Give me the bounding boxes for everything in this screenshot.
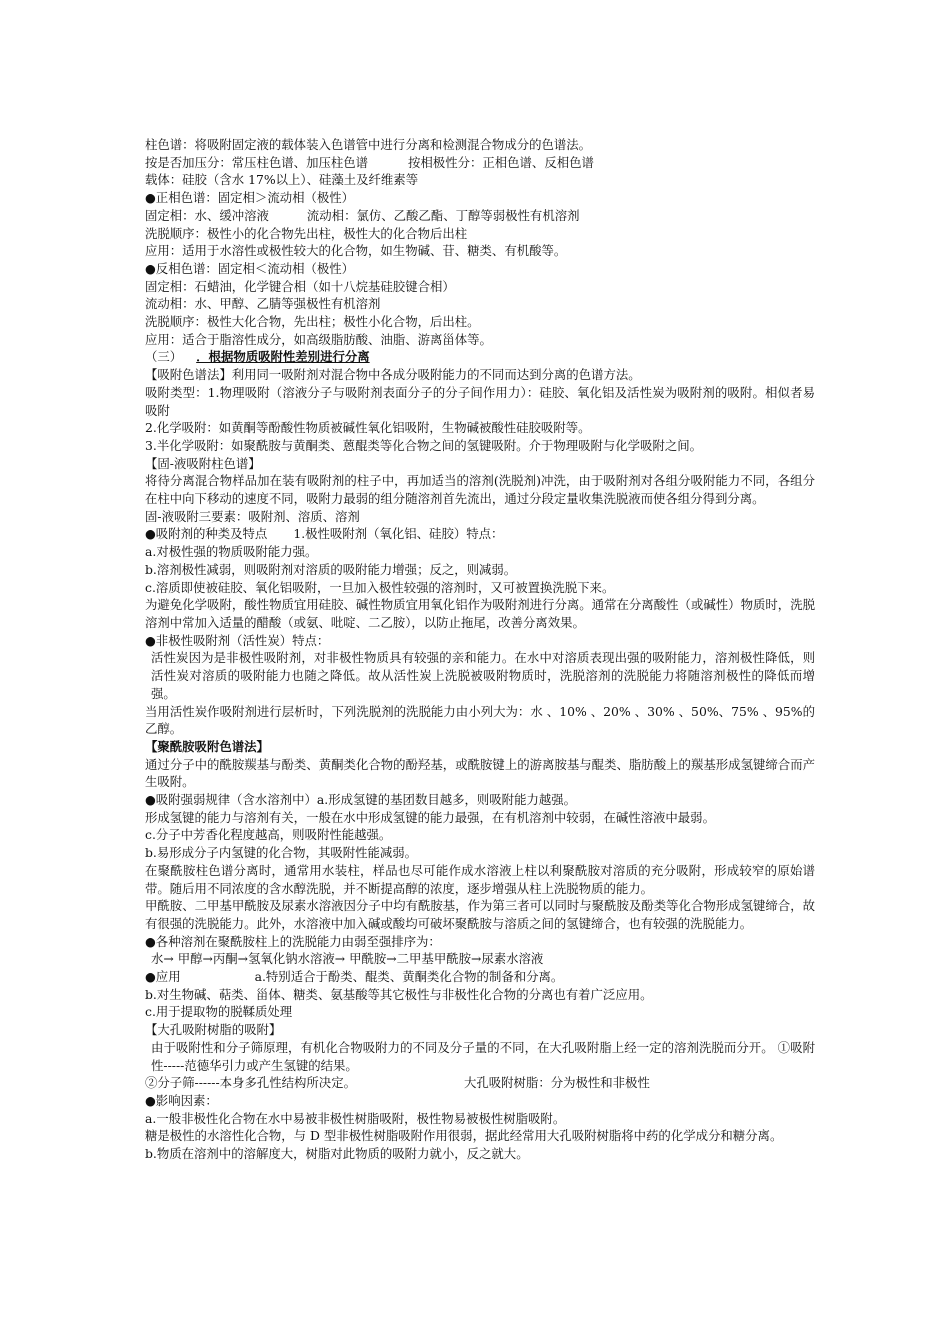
text-line: 固定相：石蜡油，化学键合相（如十八烷基硅胶键合相） xyxy=(145,278,455,294)
section-title: ．根据物质吸附性差别进行分离 xyxy=(196,349,370,365)
paragraph: 吸附类型：1.物理吸附（溶液分子与吸附剂表面分子的分子间作用力）：硅胶、氧化铝及活性炭为吸附剂的吸附。相似者易吸附 xyxy=(145,384,815,418)
text-segment: 1.极性吸附剂（氧化铝、硅胶）特点： xyxy=(293,526,504,542)
text-line xyxy=(145,207,815,225)
text-line: ●影响因素： xyxy=(145,1092,218,1108)
text-line: b.溶剂极性减弱，则吸附剂对溶质的吸附能力增强；反之，则减弱。 xyxy=(145,561,517,577)
text-segment: ●吸附剂的种类及特点 xyxy=(145,526,268,542)
text-line xyxy=(145,154,815,172)
text-line xyxy=(145,366,815,384)
section-number: （三） xyxy=(145,349,183,365)
text-line xyxy=(145,968,815,986)
text-segment: a.特别适合于酚类、醌类、黄酮类化合物的制备和分离。 xyxy=(254,969,564,985)
subsection-heading: 【大孔吸附树脂的吸附】 xyxy=(145,1022,282,1038)
paragraph: 将待分离混合物样品加在装有吸附剂的柱子中，再加适当的溶剂(洗脱剂)冲洗，由于吸附剂对各组分吸附能力不同，各组分在柱中向下移动的速度不同，吸附力最弱的组分随溶剂首先流出，通过分段定量收集洗脱液而使各组分得到分离。 xyxy=(145,473,815,507)
text-segment: ②分子筛------本身多孔性结构所决定。 xyxy=(145,1075,356,1091)
text-segment: 固定相：水、缓冲溶液 xyxy=(145,207,269,223)
text-line: ●各种溶剂在聚酰胺柱上的洗脱能力由弱至强排序为： xyxy=(145,933,441,949)
text-line: 应用：适合于脂溶性成分，如高级脂肪酸、油脂、游离甾体等。 xyxy=(145,331,492,347)
text-line: 柱色谱：将吸附固定液的载体装入色谱管中进行分离和检测混合物成分的色谱法。 xyxy=(145,137,592,152)
text-line: 应用：适用于水溶性或极性较大的化合物，如生物碱、苷、糖类、有机酸等。 xyxy=(145,243,567,259)
text-line: ●正相色谱：固定相＞流动相（极性） xyxy=(145,190,355,206)
text-line: 载体：硅胶（含水 17%以上）、硅藻土及纤维素等 xyxy=(145,172,419,188)
text-line: ●吸附强弱规律（含水溶剂中）a.形成氢键的基团数目越多，则吸附能力越强。 xyxy=(145,792,577,808)
text-line xyxy=(145,525,815,543)
text-segment: 大孔吸附树脂：分为极性和非极性 xyxy=(463,1075,650,1091)
text-line: 水→ 甲醇→丙酮→氢氧化钠水溶液→ 甲酰胺→二甲基甲酰胺→尿素水溶液 xyxy=(151,951,544,967)
text-line: a.一般非极性化合物在水中易被非极性树脂吸附，极性物易被极性树脂吸附。 xyxy=(145,1110,566,1126)
text-line: c.用于提取物的脱鞣质处理 xyxy=(145,1004,293,1020)
paragraph: 活性炭因为是非极性吸附剂，对非极性物质具有较强的亲和能力。在水中对溶质表现出强的吸附能力，溶剂极性降低，则活性炭对溶质的吸附能力也随之降低。故从活性炭上洗脱被吸附物质时，洗脱溶剂的洗脱能力将随溶剂极性的降低而增强。 xyxy=(151,650,815,701)
text-line xyxy=(145,1074,815,1092)
paragraph: 甲酰胺、二甲基甲酰胺及尿素水溶液因分子中均有酰胺基，作为第三者可以同时与聚酰胺及酚类等化合物形成氢键缔合，故有很强的洗脱能力。此外，水溶液中加入碱或酸均可破坏聚酰胺与溶质之间的氢键缔合，也有较强的洗脱能力。 xyxy=(145,898,815,931)
term-label: 【吸附色谱法】 xyxy=(145,367,232,383)
text-segment: 利用同一吸附剂对混合物中各成分吸附能力的不同而达到分离的色谱方法。 xyxy=(231,367,641,383)
text-line: b.易形成分子内氢键的化合物，其吸附性能减弱。 xyxy=(145,845,418,861)
text-segment: 流动相：氯仿、乙酸乙酯、丁醇等弱极性有机溶剂 xyxy=(306,207,580,223)
section-heading xyxy=(145,348,815,366)
paragraph: 通过分子中的酰胺羰基与酚类、黄酮类化合物的酚羟基，或酰胺键上的游离胺基与醌类、脂肪酸上的羰基形成氢键缔合而产生吸附。 xyxy=(145,756,815,790)
document-body xyxy=(145,136,815,1163)
text-line: c.溶质即使被硅胶、氧化铝吸附，一旦加入极性较强的溶剂时，又可被置换洗脱下来。 xyxy=(145,579,615,595)
text-line: 形成氢键的能力与溶剂有关，一般在水中形成氢键的能力最强，在有机溶剂中较弱，在碱性溶液中最弱。 xyxy=(145,809,715,825)
text-line: b.对生物碱、萜类、甾体、糖类、氨基酸等其它极性与非极性化合物的分离也有着广泛应用。 xyxy=(145,986,653,1002)
text-segment: ●应用 xyxy=(145,969,181,985)
text-line: 洗脱顺序：极性小的化合物先出柱，极性大的化合物后出柱 xyxy=(145,225,468,241)
paragraph: 为避免化学吸附，酸性物质宜用硅胶、碱性物质宜用氧化铝作为吸附剂进行分离。通常在分离酸性（或碱性）物质时，洗脱溶剂中常加入适量的醋酸（或氨、吡啶、二乙胺），以防止拖尾，改善分离效果。 xyxy=(145,597,815,630)
text-line: 2.化学吸附：如黄酮等酚酸性物质被碱性氧化铝吸附，生物碱被酸性硅胶吸附等。 xyxy=(145,420,591,436)
paragraph: 由于吸附性和分子筛原理，有机化合物吸附力的不同及分子量的不同，在大孔吸附脂上经一定的溶剂洗脱而分开。 ①吸附性-----范德华引力或产生氢键的结果。 xyxy=(151,1039,815,1073)
text-segment: 按是否加压分：常压柱色谱、加压柱色谱 xyxy=(145,154,369,170)
text-line: 流动相：水、甲醇、乙腈等强极性有机溶剂 xyxy=(145,296,381,312)
text-line: 3.半化学吸附：如聚酰胺与黄酮类、蒽醌类等化合物之间的氢键吸附。介于物理吸附与化学吸附之间。 xyxy=(145,437,703,453)
paragraph: 在聚酰胺柱色谱分离时，通常用水装柱，样品也尽可能作成水溶液上柱以利聚酰胺对溶质的充分吸附，形成较窄的原始谱带。随后用不同浓度的含水醇洗脱，并不断提高醇的浓度，逐步增强从柱上洗脱物质的能力。 xyxy=(145,862,815,896)
text-line: a.对极性强的物质吸附能力强。 xyxy=(145,544,318,560)
text-line: ●反相色谱：固定相＜流动相（极性） xyxy=(145,260,355,276)
subsection-heading: 【聚酰胺吸附色谱法】 xyxy=(145,738,269,754)
paragraph: 当用活性炭作吸附剂进行层析时，下列洗脱剂的洗脱能力由小列大为：水 、10% 、20% 、30% 、50%、75% 、95%的乙醇。 xyxy=(145,703,815,737)
text-line: 洗脱顺序：极性大化合物，先出柱；极性小化合物，后出柱。 xyxy=(145,314,480,330)
text-segment: 按相极性分：正相色谱、反相色谱 xyxy=(408,154,594,170)
paragraph: 糖是极性的水溶性化合物，与 D 型非极性树脂吸附作用很弱，据此经常用大孔吸附树脂将中药的化学成分和糖分离。 xyxy=(145,1128,783,1144)
text-line: b.物质在溶剂中的溶解度大，树脂对此物质的吸附力就小，反之就大。 xyxy=(145,1146,529,1162)
subsection-heading: 【固-液吸附柱色谱】 xyxy=(145,455,261,471)
text-line: ●非极性吸附剂（活性炭）特点： xyxy=(145,632,330,648)
text-line: c.分子中芳香化程度越高，则吸附性能越强。 xyxy=(145,827,392,843)
text-line: 固-液吸附三要素：吸附剂、溶质、溶剂 xyxy=(145,508,360,524)
